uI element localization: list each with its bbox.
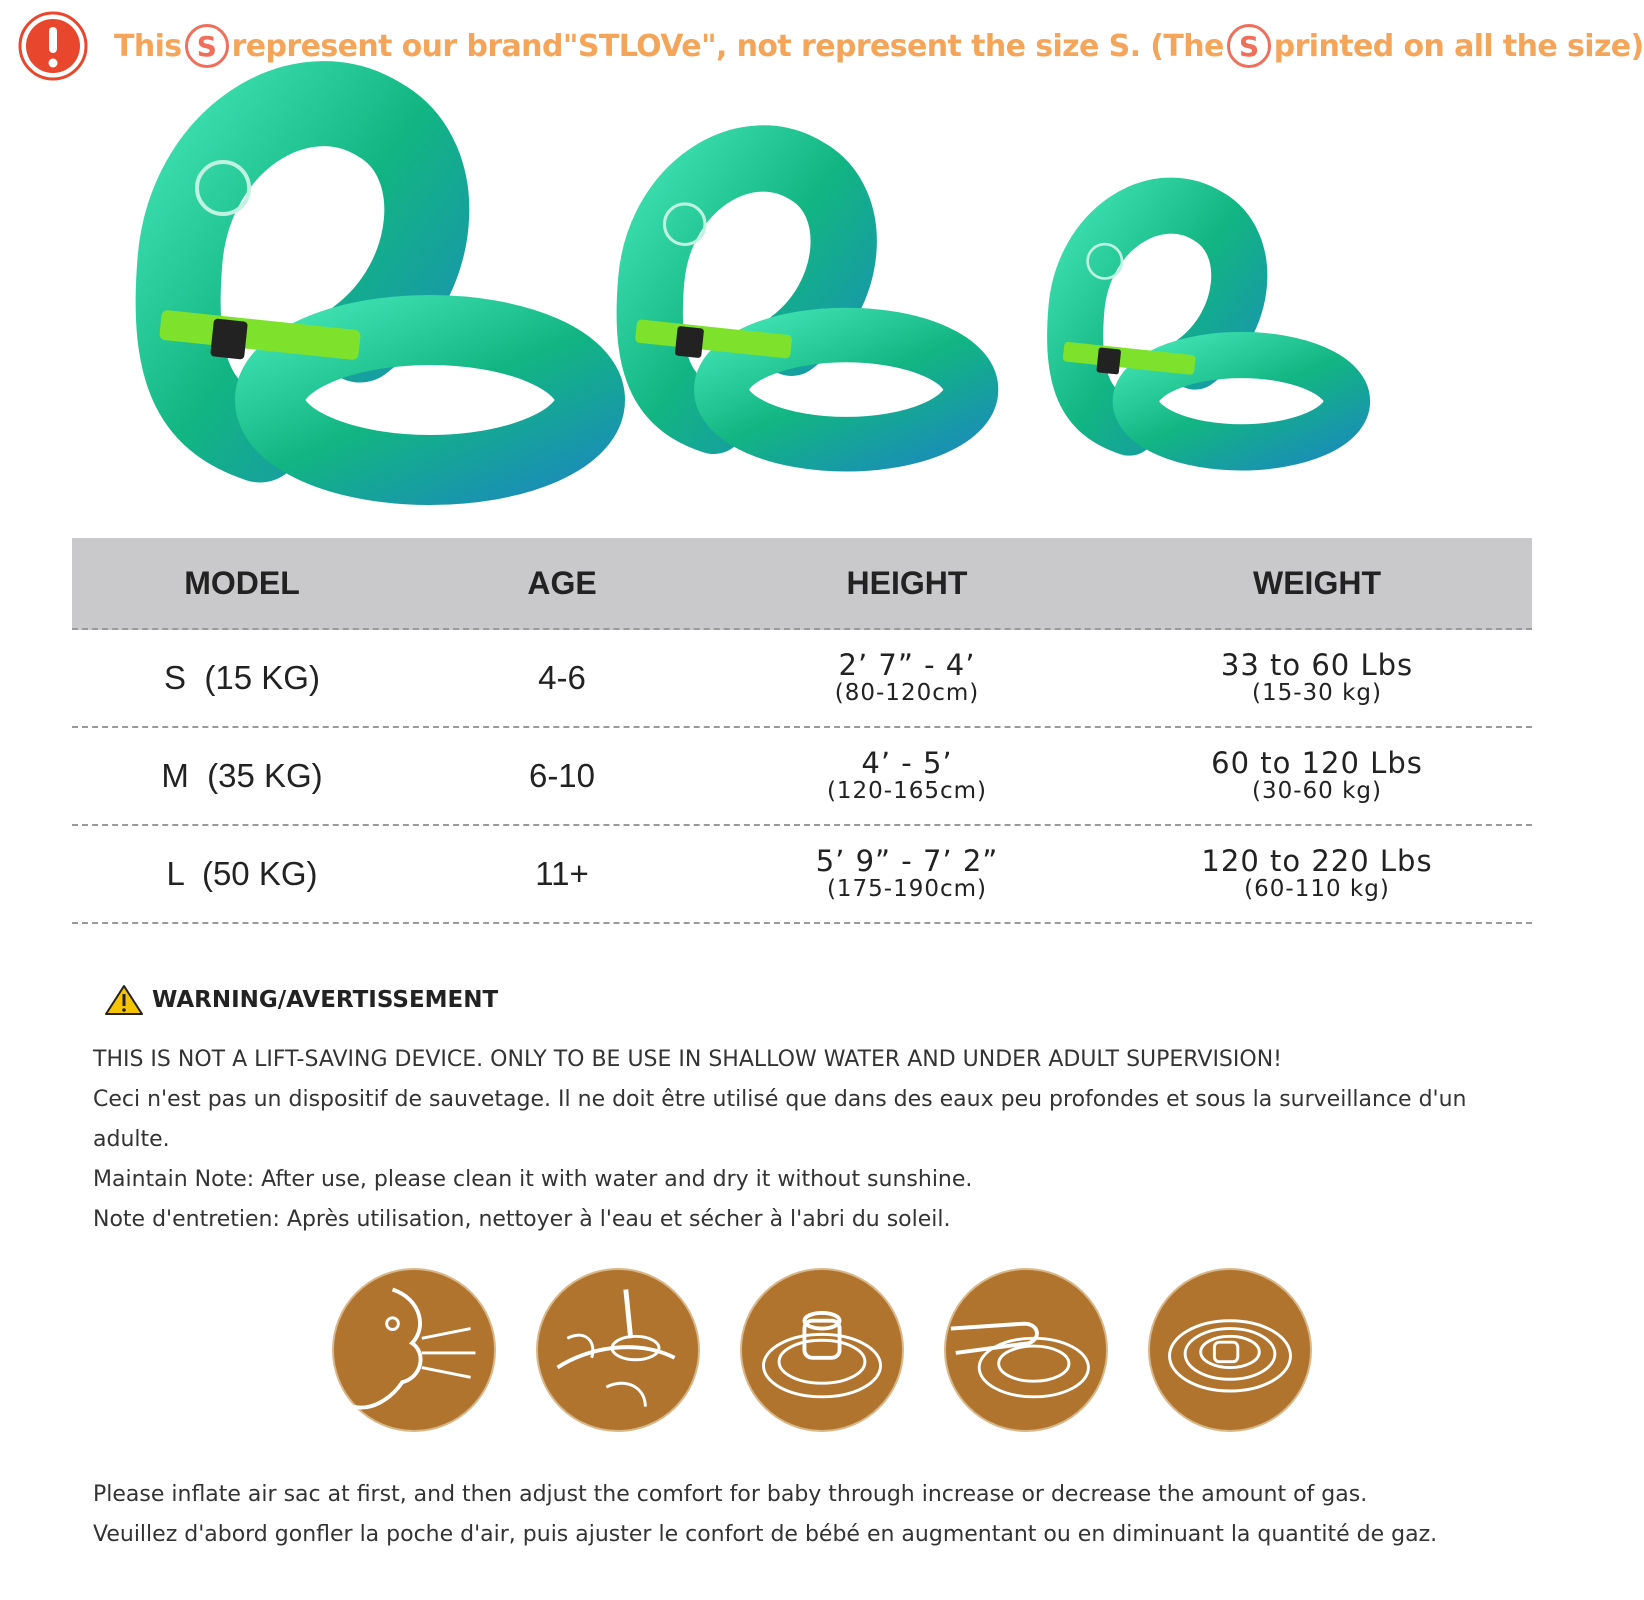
warning-triangle-icon [104,984,144,1016]
header-model: MODEL [184,564,300,601]
header-weight: WEIGHT [1253,564,1381,601]
product-images [140,80,1440,530]
notice-part-3: printed on all the size) [1273,28,1644,64]
table-row [72,630,1532,728]
valve-icon [740,1268,904,1432]
table-row [72,728,1532,826]
warning-heading [104,984,498,1016]
weight-cell [1102,846,1532,902]
brand-notice-text [114,24,1644,68]
valve-closed-icon [1148,1268,1312,1432]
maintain-note-fr: Note d'entretien: Après utilisation, nettoyer à l'eau et sécher à l'abri du soleil. [93,1207,951,1232]
brand-s-logo-icon-2: S [1227,24,1271,68]
height-ft: 2’ 7” - 4’ [838,648,976,682]
height-ft: 4’ - 5’ [861,746,953,780]
notice-part-1: This [114,28,182,64]
alert-icon [18,11,88,81]
blow-inflate-icon [332,1268,496,1432]
height-cell [712,846,1102,902]
height-cm: (120-165cm) [826,778,988,804]
header-age: AGE [527,564,597,601]
model-cell: L (50 KG) [166,855,318,892]
age-cell: 11+ [535,855,589,892]
maintain-note-en: Maintain Note: After use, please clean it with water and dry it without sunshine. [93,1167,973,1192]
weight-lbs: 33 to 60 Lbs [1220,648,1414,682]
warning-notes [93,1040,1533,1240]
instruction-en: Please inflate air sac at first, and then adjust the comfort for baby through increase or decrease the amount of gas. [93,1482,1368,1507]
press-valve-icon [944,1268,1108,1432]
height-cm: (175-190cm) [826,876,988,902]
table-header [72,538,1532,630]
weight-cell [1102,748,1532,804]
height-cm: (80-120cm) [834,680,980,706]
weight-kg: (60-110 kg) [1244,876,1390,902]
inflatable-vest-small-icon [1063,206,1347,448]
warning-line-en: THIS IS NOT A LIFT-SAVING DEVICE. ONLY TO BE USE IN SHALLOW WATER AND UNDER ADULT SUPERVISION! [93,1047,1282,1072]
inflation-instructions [93,1475,1543,1555]
open-valve-icon [536,1268,700,1432]
height-cell [712,748,1102,804]
weight-kg: (15-30 kg) [1251,680,1382,706]
table-row [72,826,1532,924]
brand-notice-banner [18,10,1644,82]
height-ft: 5’ 9” - 7’ 2” [815,844,999,878]
weight-lbs: 60 to 120 Lbs [1211,746,1423,780]
age-cell: 4-6 [538,659,586,696]
weight-lbs: 120 to 220 Lbs [1201,844,1433,878]
model-cell: S (15 KG) [164,659,320,696]
warning-title: WARNING/AVERTISSEMENT [152,987,499,1013]
brand-s-logo-icon: S [185,24,229,68]
weight-cell [1102,650,1532,706]
instruction-fr: Veuillez d'abord gonfler la poche d'air, puis ajuster le confort de bébé en augmentant ou en diminuant la quantité de gaz. [93,1522,1438,1547]
model-cell: M (35 KG) [161,757,323,794]
weight-kg: (30-60 kg) [1251,778,1382,804]
notice-part-2: represent our brand"STLOVe", not represent the size S. (The [231,28,1224,64]
inflatable-vest-large-icon [159,104,590,470]
inflatable-vest-medium-icon [635,158,971,444]
warning-line-fr: Ceci n'est pas un dispositif de sauvetage. Il ne doit être utilisé que dans des eaux peu profondes et sous la surveillance d'un adulte. [93,1087,1467,1152]
height-cell [712,650,1102,706]
age-cell: 6-10 [528,757,596,794]
header-height: HEIGHT [846,564,968,601]
size-table [72,538,1532,924]
inflation-steps [332,1268,1312,1433]
